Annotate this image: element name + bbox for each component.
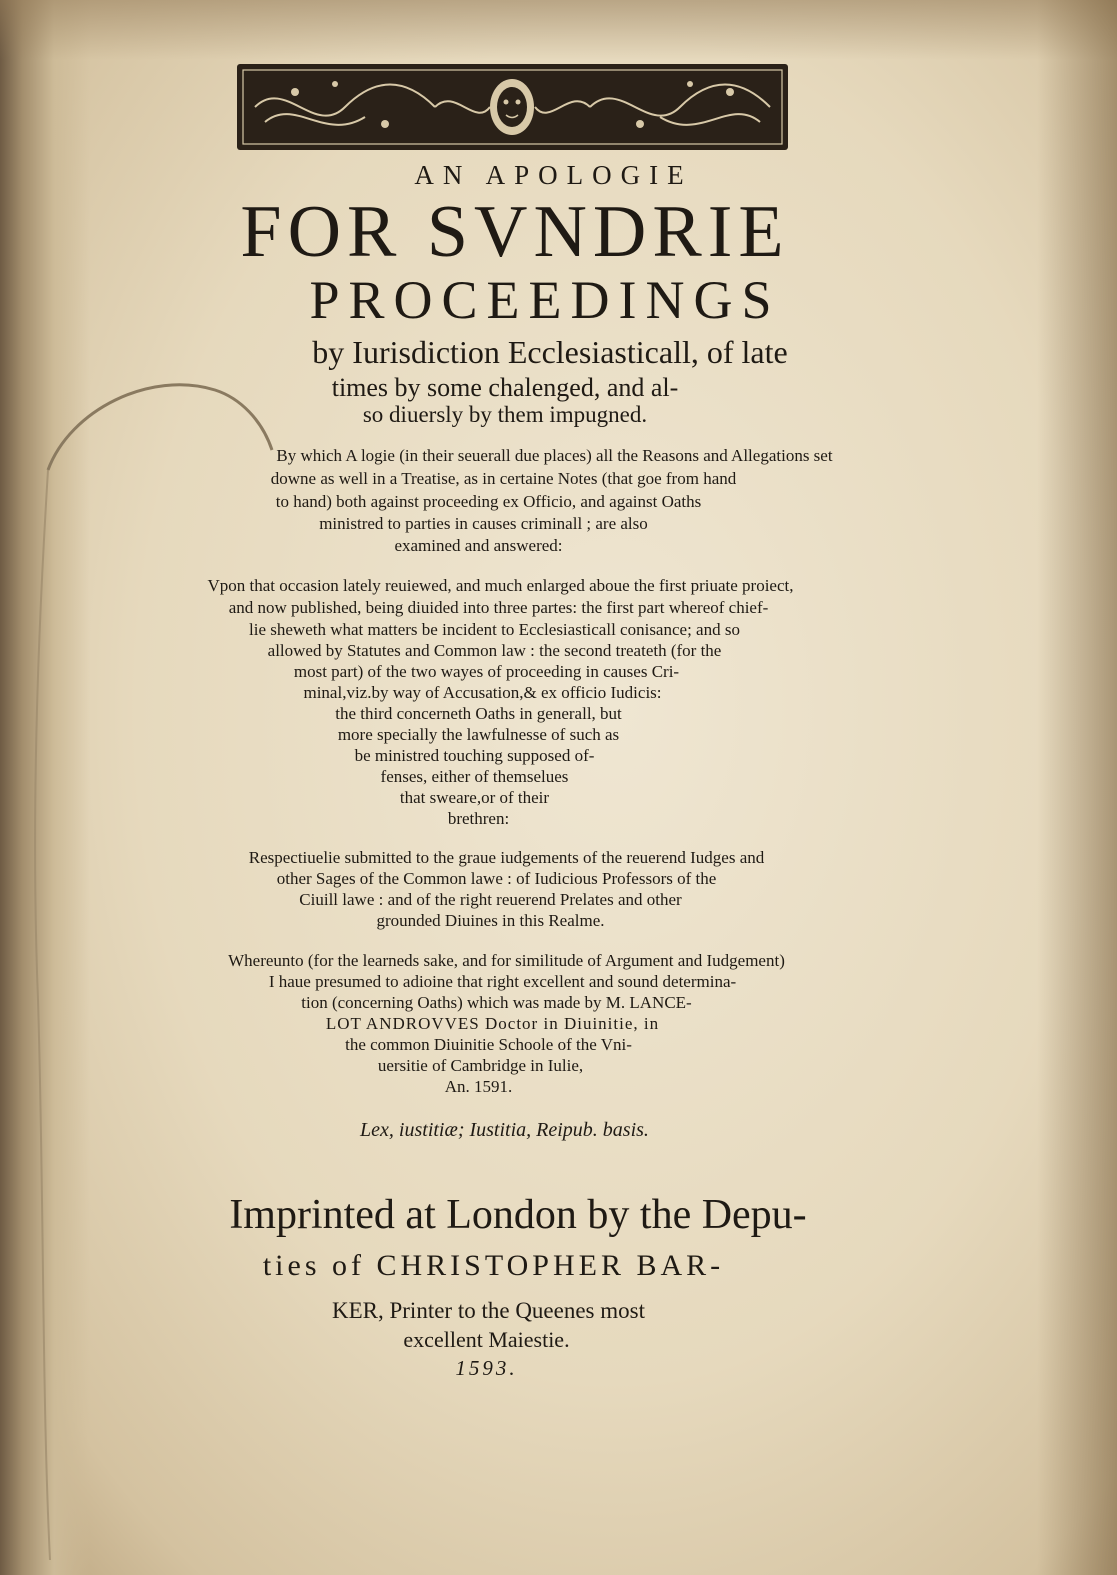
- text-line: An. 1591.: [444, 1077, 513, 1096]
- text-line: Ciuill lawe : and of the right reuerend Prelates and other: [299, 890, 682, 909]
- imprint-year: 1593.: [455, 1356, 518, 1380]
- text-line: lie sheweth what matters be incident to Ecclesiasticall conisance; and so: [249, 620, 740, 639]
- top-edge-stain: [0, 0, 1117, 60]
- text-line: the third concerneth Oaths in generall, but: [335, 704, 622, 723]
- woodcut-headpiece-icon: [235, 62, 790, 152]
- text-line: brethren:: [447, 809, 510, 828]
- text-line: most part) of the two wayes of proceeding in causes Cri-: [293, 662, 680, 681]
- title-line-jurisdiction: by Iurisdiction Ecclesiasticall, of late: [312, 334, 788, 370]
- text-line: minal,viz.by way of Accusation,& ex officio Iudicis:: [303, 683, 662, 702]
- text-line: and now published, being diuided into three partes: the first part whereof chief-: [228, 598, 769, 617]
- imprint-line-4: excellent Maiestie.: [403, 1327, 570, 1352]
- text-line: that sweare,or of their: [399, 788, 550, 807]
- latin-motto: Lex, iustitiæ; Iustitia, Reipub. basis.: [360, 1119, 649, 1141]
- text-line: other Sages of the Common lawe : of Iudicious Professors of the: [276, 869, 717, 888]
- imprint-line-1: Imprinted at London by the Depu-: [229, 1192, 807, 1238]
- text-line: to hand) both against proceeding ex Officio, and against Oaths: [275, 492, 702, 511]
- title-line-proceedings: PROCEEDINGS: [309, 270, 781, 330]
- text-line: grounded Diuines in this Realme.: [376, 911, 605, 930]
- text-line: Vpon that occasion lately reuiewed, and much enlarged aboue the first priuate proiect,: [207, 576, 794, 595]
- text-line: examined and answered:: [394, 536, 563, 555]
- title-line-an-apologie: AN APOLOGIE: [414, 160, 693, 190]
- text-line: uersitie of Cambridge in Iulie,: [377, 1056, 584, 1075]
- imprint-line-3: KER, Printer to the Queenes most: [331, 1298, 645, 1323]
- text-line: Whereunto (for the learneds sake, and for similitude of Argument and Iudgement): [228, 951, 785, 970]
- text-line: LOT ANDROVVES Doctor in Diuinitie, in: [325, 1014, 660, 1033]
- text-line: downe as well in a Treatise, as in certaine Notes (that goe from hand: [270, 469, 737, 488]
- text-line: more specially the lawfulnesse of such as: [337, 725, 620, 744]
- text-line: fenses, either of themselues: [380, 767, 569, 786]
- title-line-for-sundrie: FOR SVNDRIE: [240, 191, 790, 273]
- text-line: ministred to parties in causes criminall ; are also: [319, 514, 648, 533]
- text-line: the common Diuinitie Schoole of the Vni-: [345, 1035, 632, 1054]
- text-line: tion (concerning Oaths) which was made by M. LANCE-: [301, 993, 692, 1012]
- text-line: allowed by Statutes and Common law : the second treateth (for the: [267, 641, 722, 660]
- text-line: I haue presumed to adioine that right excellent and sound determina-: [268, 972, 737, 991]
- text-line: By which A logie (in their seuerall due places) all the Reasons and Allegations set: [276, 446, 833, 465]
- text-line: be ministred touching supposed of-: [354, 746, 595, 765]
- imprint-line-2: ties of CHRISTOPHER BAR-: [262, 1249, 725, 1282]
- text-line: Respectiuelie submitted to the graue iudgements of the reuerend Iudges and: [248, 848, 765, 867]
- title-line-impugned: so diuersly by them impugned.: [362, 402, 648, 427]
- title-line-chalenged: times by some chalenged, and al-: [331, 373, 679, 402]
